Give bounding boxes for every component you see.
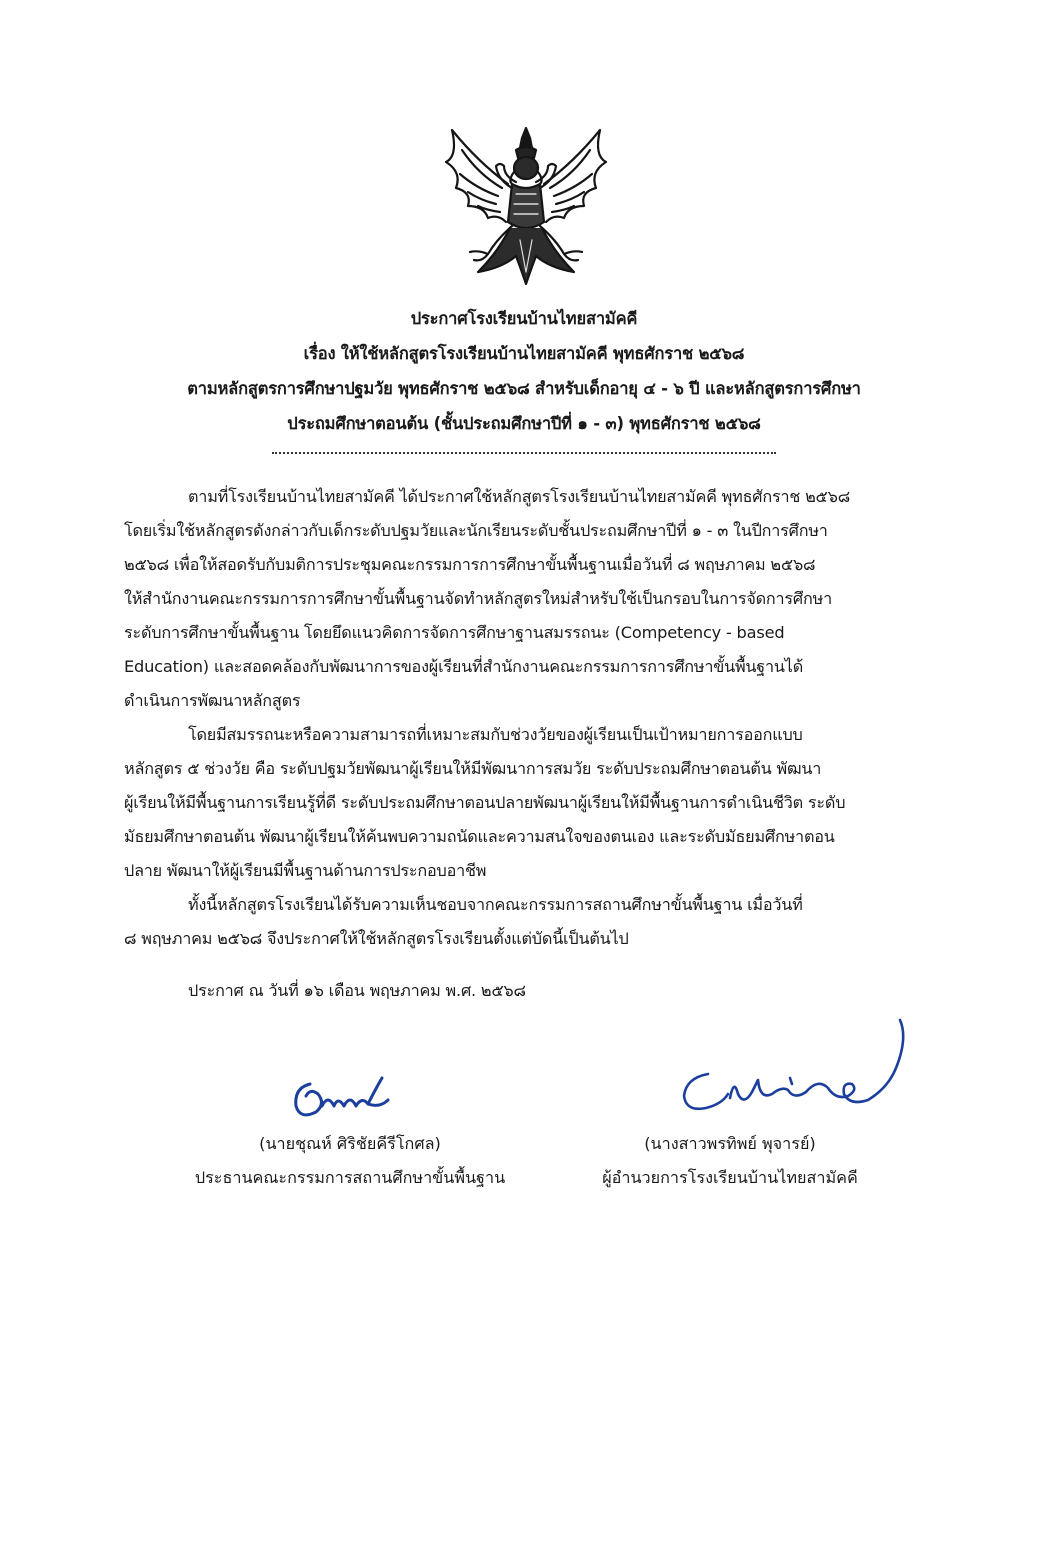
announcement-subject-line3: ประถมศึกษาตอนต้น (ชั้นประถมศึกษาปีที่ ๑ - ๓) พุทธศักราช ๒๕๖๘ <box>287 414 761 433</box>
right-signatory-name: (นางสาวพรทิพย์ พุจารย์) <box>644 1134 816 1153</box>
announcement-title: ประกาศโรงเรียนบ้านไทยสามัคคี <box>410 309 638 328</box>
left-signature-image <box>288 1066 398 1126</box>
body-line: ทั้งนี้หลักสูตรโรงเรียนได้รับความเห็นชอบจากคณะกรรมการสถานศึกษาขั้นพื้นฐาน เมื่อวันที่ <box>188 895 803 914</box>
left-signatory-name: (นายชุณห์ ศิริชัยคีรีโกศล) <box>259 1134 441 1153</box>
dotted-divider <box>272 452 776 454</box>
body-line: ตามที่โรงเรียนบ้านไทยสามัคคี ได้ประกาศใช้หลักสูตรโรงเรียนบ้านไทยสามัคคี พุทธศักราช ๒๕๖๘ <box>188 487 850 506</box>
body-line: หลักสูตร ๕ ช่วงวัย คือ ระดับปฐมวัยพัฒนาผู้เรียนให้มีพัฒนาการสมวัย ระดับประถมศึกษาตอนต้น พัฒนา <box>124 759 822 778</box>
right-signatory-position: ผู้อำนวยการโรงเรียนบ้านไทยสามัคคี <box>602 1168 858 1187</box>
body-line: ๘ พฤษภาคม ๒๕๖๘ จึงประกาศให้ใช้หลักสูตรโรงเรียนตั้งแต่บัดนี้เป็นต้นไป <box>124 929 629 948</box>
body-line: โดยมีสมรรถนะหรือความสามารถที่เหมาะสมกับช่วงวัยของผู้เรียนเป็นเป้าหมายการออกแบบ <box>188 725 803 744</box>
announcement-subject-line2: ตามหลักสูตรการศึกษาปฐมวัย พุทธศักราช ๒๕๖๘ สำหรับเด็กอายุ ๔ - ๖ ปี และหลักสูตรการศึกษา <box>187 379 861 398</box>
right-signature-image <box>672 1008 912 1124</box>
announcement-subject: เรื่อง ให้ใช้หลักสูตรโรงเรียนบ้านไทยสามัคคี พุทธศักราช ๒๕๖๘ <box>303 344 745 363</box>
body-line: ปลาย พัฒนาให้ผู้เรียนมีพื้นฐานด้านการประกอบอาชีพ <box>124 861 487 880</box>
body-line: ระดับการศึกษาขั้นพื้นฐาน โดยยึดแนวคิดการจัดการศึกษาฐานสมรรถนะ (Competency - based <box>124 623 785 642</box>
body-line: Education) และสอดคล้องกับพัฒนาการของผู้เรียนที่สำนักงานคณะกรรมการการศึกษาขั้นพื้นฐานได้ <box>124 657 804 676</box>
left-signatory-position: ประธานคณะกรรมการสถานศึกษาขั้นพื้นฐาน <box>194 1168 506 1187</box>
body-line: โดยเริ่มใช้หลักสูตรดังกล่าวกับเด็กระดับปฐมวัยและนักเรียนระดับชั้นประถมศึกษาปีที่ ๑ - ๓ ในปีการศึกษา <box>124 521 828 540</box>
garuda-emblem-icon <box>438 122 614 290</box>
announcement-date: ประกาศ ณ วันที่ ๑๖ เดือน พฤษภาคม พ.ศ. ๒๕๖๘ <box>188 981 526 1000</box>
body-line: ดำเนินการพัฒนาหลักสูตร <box>124 691 301 710</box>
body-line: มัธยมศึกษาตอนต้น พัฒนาผู้เรียนให้ค้นพบความถนัดและความสนใจของตนเอง และระดับมัธยมศึกษาตอน <box>124 827 835 846</box>
body-line: ผู้เรียนให้มีพื้นฐานการเรียนรู้ที่ดี ระดับประถมศึกษาตอนปลายพัฒนาผู้เรียนให้มีพื้นฐานการดำเนินชีวิต ระดับ <box>124 793 846 812</box>
body-line: ๒๕๖๘ เพื่อให้สอดรับกับมติการประชุมคณะกรรมการการศึกษาขั้นพื้นฐานเมื่อวันที่ ๘ พฤษภาคม ๒๕๖๘ <box>124 555 816 574</box>
body-line: ให้สำนักงานคณะกรรมการการศึกษาขั้นพื้นฐานจัดทำหลักสูตรใหม่สำหรับใช้เป็นกรอบในการจัดการศึกษา <box>124 589 832 608</box>
